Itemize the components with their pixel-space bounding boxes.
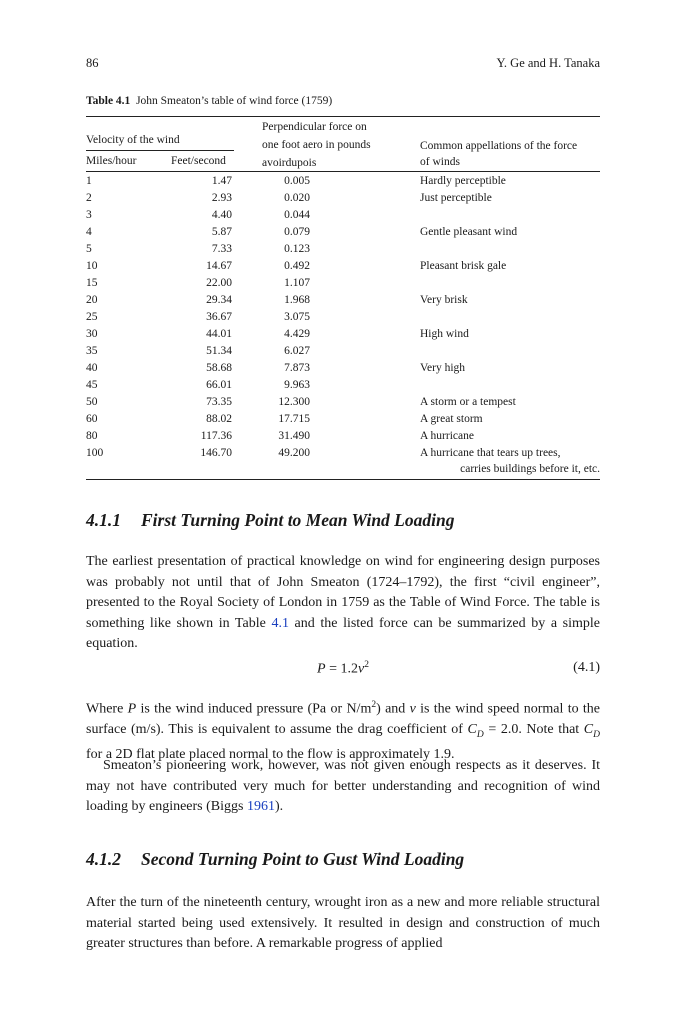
cell-fps: 5.87 <box>211 226 232 238</box>
header-common-line-2: of winds <box>420 156 460 168</box>
header-force-line-2: one foot aero in pounds <box>262 139 371 151</box>
citation-link-biggs-1961[interactable]: 1961 <box>246 799 275 814</box>
table-row <box>86 294 600 311</box>
header-force-line-3: avoirdupois <box>262 157 317 169</box>
cell-fps: 4.40 <box>211 209 232 221</box>
table-caption-text: John Smeaton’s table of wind force (1759) <box>136 95 333 107</box>
cell-appellation: Hardly perceptible <box>420 175 506 187</box>
cell-force: 0.020 <box>284 192 310 204</box>
table-row <box>86 209 600 226</box>
cell-fps: 66.01 <box>206 379 232 391</box>
cell-fps: 29.34 <box>206 294 232 306</box>
cell-force: 17.715 <box>278 413 310 425</box>
cell-mph: 100 <box>86 447 104 459</box>
cell-fps: 88.02 <box>206 413 232 425</box>
cell-mph: 20 <box>86 294 98 306</box>
cell-force: 1.968 <box>284 294 310 306</box>
cell-mph: 45 <box>86 379 98 391</box>
cell-force: 9.963 <box>284 379 310 391</box>
cell-force: 7.873 <box>284 362 310 374</box>
table-row <box>86 175 600 192</box>
cell-mph: 60 <box>86 413 98 425</box>
cell-mph: 1 <box>86 175 92 187</box>
section-heading-4-1-2 <box>86 849 464 870</box>
table-row <box>86 277 600 294</box>
section-title: First Turning Point to Mean Wind Loading <box>141 510 455 530</box>
cell-force: 0.492 <box>284 260 310 272</box>
paragraph-smeaton-intro: The earliest presentation of practical knowledge on wind for engineering design purposes was probably not until that of John Smeaton (1724–1792), the first “civil engineer”, presented to the Royal Society of London in 1759 as the Table of Wind Force. The table is something like shown in Table 4.1 and the listed force can be summarized by a simple equation. <box>86 554 600 651</box>
table-row <box>86 396 600 413</box>
paragraph-equation-explanation: Where P is the wind induced pressure (Pa or $N/m^2$) and v is the wind speed normal to the surface (m/s). This is equivalent to assume the drag coefficient of $C_D = 2.0$. Note that $C_D$ for a 2D flat plate placed normal to the flow is approximately 1.9. <box>86 700 600 763</box>
table-row <box>86 311 600 328</box>
table-reference-link[interactable]: 4.1 <box>271 615 289 631</box>
cell-fps: 1.47 <box>211 175 232 187</box>
page-number: 86 <box>86 56 99 70</box>
section-title: Second Turning Point to Gust Wind Loading <box>141 849 465 869</box>
cell-appellation: Gentle pleasant wind <box>420 226 518 238</box>
cell-mph: 5 <box>86 243 92 255</box>
cell-appellation: Just perceptible <box>420 192 492 204</box>
table-row <box>86 362 600 379</box>
velocity-span-rule <box>86 150 234 151</box>
cell-fps: 22.00 <box>206 277 232 289</box>
table-bottom-rule <box>86 479 600 480</box>
cell-appellation: A storm or a tempest <box>420 396 516 408</box>
cell-force: 12.300 <box>278 396 310 408</box>
cell-force: 31.490 <box>278 430 310 442</box>
header-force <box>262 118 402 172</box>
table-top-rule <box>86 116 600 117</box>
cell-force: 3.075 <box>284 311 310 323</box>
header-common-appellations <box>420 138 600 170</box>
cell-force: 0.005 <box>284 175 310 187</box>
cell-fps: 44.01 <box>206 328 232 340</box>
paragraph-smeaton-recognition: Smeaton’s pioneering work, however, was not given enough respects as it deserves. It may not have contributed very much for better understanding and recognition of wind loading by engineers (Biggs 1961). <box>86 758 600 814</box>
table-caption <box>86 95 332 107</box>
cell-fps: 58.68 <box>206 362 232 374</box>
section-number: 4.1.1 <box>86 510 121 530</box>
cell-mph: 40 <box>86 362 98 374</box>
paragraph-wrought-iron: After the turn of the nineteenth century, wrought iron as a new and more reliable structural material started being used extensively. It resulted in design and construction of much greater structures than before. A remarkable progress of applied <box>86 895 600 951</box>
cell-fps: 36.67 <box>206 311 232 323</box>
table-row <box>86 260 600 277</box>
cell-appellation: A hurricane that tears up trees, <box>420 447 561 459</box>
table-row <box>86 328 600 345</box>
cell-fps: 51.34 <box>206 345 232 357</box>
cell-force: 1.107 <box>284 277 310 289</box>
equation-number: (4.1) <box>573 660 600 675</box>
section-heading-4-1-1 <box>86 510 454 531</box>
cell-force: 49.200 <box>278 447 310 459</box>
cell-fps: 7.33 <box>211 243 232 255</box>
table-row <box>86 447 600 481</box>
cell-appellation: Very brisk <box>420 294 468 306</box>
table-row <box>86 379 600 396</box>
cell-fps: 2.93 <box>211 192 232 204</box>
header-feet-per-second: Feet/second <box>171 155 226 167</box>
cell-fps: 117.36 <box>200 430 232 442</box>
cell-force: 6.027 <box>284 345 310 357</box>
cell-fps: 14.67 <box>206 260 232 272</box>
cell-force: 0.044 <box>284 209 310 221</box>
equation-body: $P = 1.2v^2$ <box>317 660 369 677</box>
cell-mph: 10 <box>86 260 98 272</box>
cell-force: 4.429 <box>284 328 310 340</box>
cell-appellation: High wind <box>420 328 469 340</box>
cell-mph: 3 <box>86 209 92 221</box>
cell-mph: 2 <box>86 192 92 204</box>
table-row <box>86 243 600 260</box>
table-row <box>86 430 600 447</box>
table-caption-label: Table 4.1 <box>86 95 131 107</box>
table-body <box>86 175 600 481</box>
cell-appellation: Very high <box>420 362 466 374</box>
table-row <box>86 192 600 209</box>
cell-mph: 35 <box>86 345 98 357</box>
cell-appellation-continued: carries buildings before it, etc. <box>460 463 600 475</box>
cell-mph: 4 <box>86 226 92 238</box>
running-head: Y. Ge and H. Tanaka <box>496 56 600 70</box>
cell-force: 0.079 <box>284 226 310 238</box>
cell-appellation: Pleasant brisk gale <box>420 260 507 272</box>
table-row <box>86 413 600 430</box>
cell-appellation: A great storm <box>420 413 483 425</box>
cell-mph: 15 <box>86 277 98 289</box>
cell-mph: 30 <box>86 328 98 340</box>
cell-fps: 146.70 <box>200 447 232 459</box>
cell-fps: 73.35 <box>206 396 232 408</box>
table-row <box>86 345 600 362</box>
equation-4-1 <box>86 660 600 682</box>
header-miles-per-hour: Miles/hour <box>86 155 137 167</box>
cell-force: 0.123 <box>284 243 310 255</box>
cell-appellation: A hurricane <box>420 430 474 442</box>
header-force-line-1: Perpendicular force on <box>262 121 367 133</box>
cell-mph: 80 <box>86 430 98 442</box>
table-row <box>86 226 600 243</box>
cell-mph: 25 <box>86 311 98 323</box>
section-number: 4.1.2 <box>86 849 121 869</box>
cell-mph: 50 <box>86 396 98 408</box>
header-common-line-1: Common appellations of the force <box>420 140 578 152</box>
table-header-rule <box>86 171 600 172</box>
header-velocity: Velocity of the wind <box>86 134 180 146</box>
